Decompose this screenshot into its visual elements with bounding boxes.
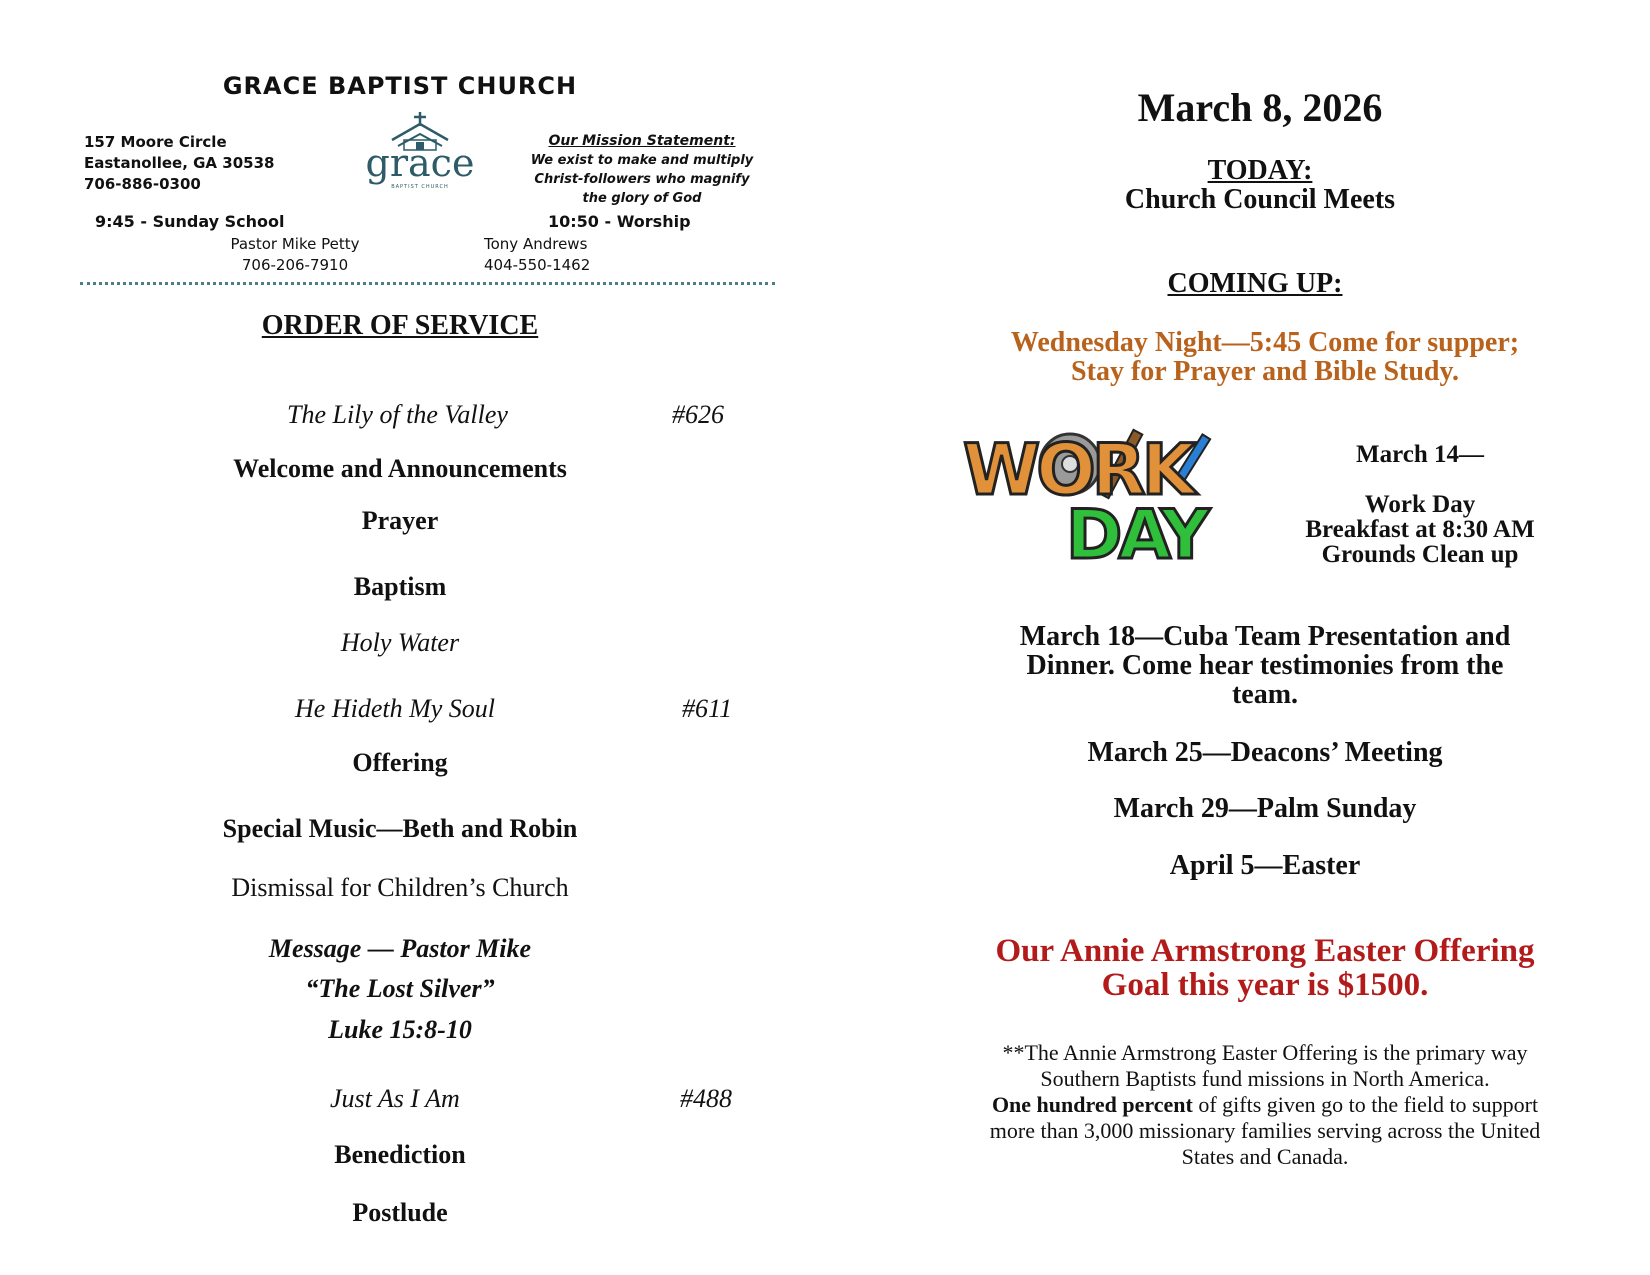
church-building-icon <box>350 112 490 190</box>
coming-up-label: COMING UP: <box>1167 268 1343 299</box>
service-item-holy-water: Holy Water <box>340 628 460 657</box>
service-item-benediction: Benediction <box>334 1140 466 1169</box>
annie-armstrong-goal <box>920 934 1610 1002</box>
worship-time: 10:50 - Worship <box>548 212 691 231</box>
event-line: team. <box>1231 679 1299 710</box>
church-name: GRACE BAPTIST CHURCH <box>222 72 578 100</box>
service-item-baptism: Baptism <box>353 572 447 601</box>
hymn-title: He Hideth My Soul <box>295 694 496 723</box>
music-name: Tony Andrews <box>484 235 588 253</box>
note-line: more than 3,000 missionary families serving across the United <box>989 1118 1541 1143</box>
annie-line: Our Annie Armstrong Easter Offering <box>995 933 1535 969</box>
hymn-number: #626 <box>672 400 724 429</box>
pastor-contact <box>205 234 385 276</box>
deacons-meeting-event: March 25—Deacons’ Meeting <box>1087 737 1443 768</box>
work-day-breakfast: Breakfast at 8:30 AM <box>1305 516 1535 543</box>
wednesday-line: Stay for Prayer and Bible Study. <box>1071 356 1459 387</box>
service-item-postlude: Postlude <box>352 1198 448 1227</box>
grace-logo <box>350 112 490 190</box>
today-label: TODAY: <box>1207 155 1313 186</box>
event-line: March 18—Cuba Team Presentation and <box>1019 621 1511 652</box>
address-line-2: Eastanollee, GA 30538 <box>84 154 275 172</box>
bulletin-date: March 8, 2026 <box>1137 85 1383 130</box>
wednesday-night-announcement <box>920 328 1610 386</box>
service-item-special-music: Special Music—Beth and Robin <box>222 814 578 843</box>
note-line: States and Canada. <box>1181 1144 1349 1169</box>
event-line: Dinner. Come hear testimonies from the <box>1026 650 1504 681</box>
today-event: Church Council Meets <box>1124 184 1396 215</box>
address-line-1: 157 Moore Circle <box>84 133 227 151</box>
music-contact <box>484 234 654 276</box>
order-of-service-title: ORDER OF SERVICE <box>261 310 539 341</box>
pastor-name: Pastor Mike Petty <box>230 235 360 253</box>
palm-sunday-event: March 29—Palm Sunday <box>1113 793 1417 824</box>
cuba-team-event <box>930 622 1600 709</box>
pastor-phone: 706-206-7910 <box>241 256 349 274</box>
svg-text:DAY: DAY <box>1066 496 1206 564</box>
mission-line: Christ-followers who magnify <box>534 172 750 187</box>
message-title: “The Lost Silver” <box>305 974 495 1003</box>
annie-line: Goal this year is $1500. <box>1101 967 1429 1003</box>
mission-line: the glory of God <box>582 191 702 206</box>
work-day-cleanup: Grounds Clean up <box>1321 541 1519 568</box>
header-divider <box>80 282 775 285</box>
svg-text:grace: grace <box>365 141 475 185</box>
message-scripture: Luke 15:8-10 <box>328 1015 472 1044</box>
service-item-message: Message — Pastor Mike <box>268 934 532 963</box>
easter-event: April 5—Easter <box>1169 850 1361 881</box>
hymn-title: Just As I Am <box>330 1084 460 1113</box>
note-line: **The Annie Armstrong Easter Offering is the primary way <box>1002 1040 1528 1065</box>
note-line-rest: of gifts given go to the field to support <box>1192 1092 1539 1117</box>
mission-title: Our Mission Statement: <box>548 133 736 149</box>
service-item-offering: Offering <box>352 748 448 777</box>
music-phone: 404-550-1462 <box>484 256 591 274</box>
work-day-title: Work Day <box>1364 491 1476 518</box>
church-phone: 706-886-0300 <box>84 175 201 193</box>
work-day-date: March 14— <box>1356 441 1484 468</box>
svg-text:BAPTIST CHURCH: BAPTIST CHURCH <box>391 184 449 190</box>
note-line <box>930 1092 1600 1118</box>
note-line: Southern Baptists fund missions in North America. <box>1040 1066 1490 1091</box>
svg-text:WORK: WORK <box>963 429 1192 511</box>
wednesday-line: Wednesday Night—5:45 Come for supper; <box>1010 327 1520 358</box>
church-address <box>84 132 274 195</box>
hymn-number: #488 <box>680 1084 732 1113</box>
service-item-welcome: Welcome and Announcements <box>233 454 567 483</box>
service-item-prayer: Prayer <box>361 506 439 535</box>
sunday-school-time: 9:45 - Sunday School <box>95 212 285 231</box>
mission-statement <box>512 132 772 208</box>
work-day-details <box>1270 442 1570 567</box>
hymn-title: The Lily of the Valley <box>287 400 508 429</box>
annie-armstrong-note <box>930 1040 1600 1170</box>
mission-line: We exist to make and multiply <box>530 153 754 168</box>
hymn-number: #611 <box>682 694 733 723</box>
note-emphasis: One hundred percent <box>991 1092 1193 1117</box>
work-day-graphic <box>958 422 1238 564</box>
service-item-dismissal: Dismissal for Children’s Church <box>231 873 569 902</box>
